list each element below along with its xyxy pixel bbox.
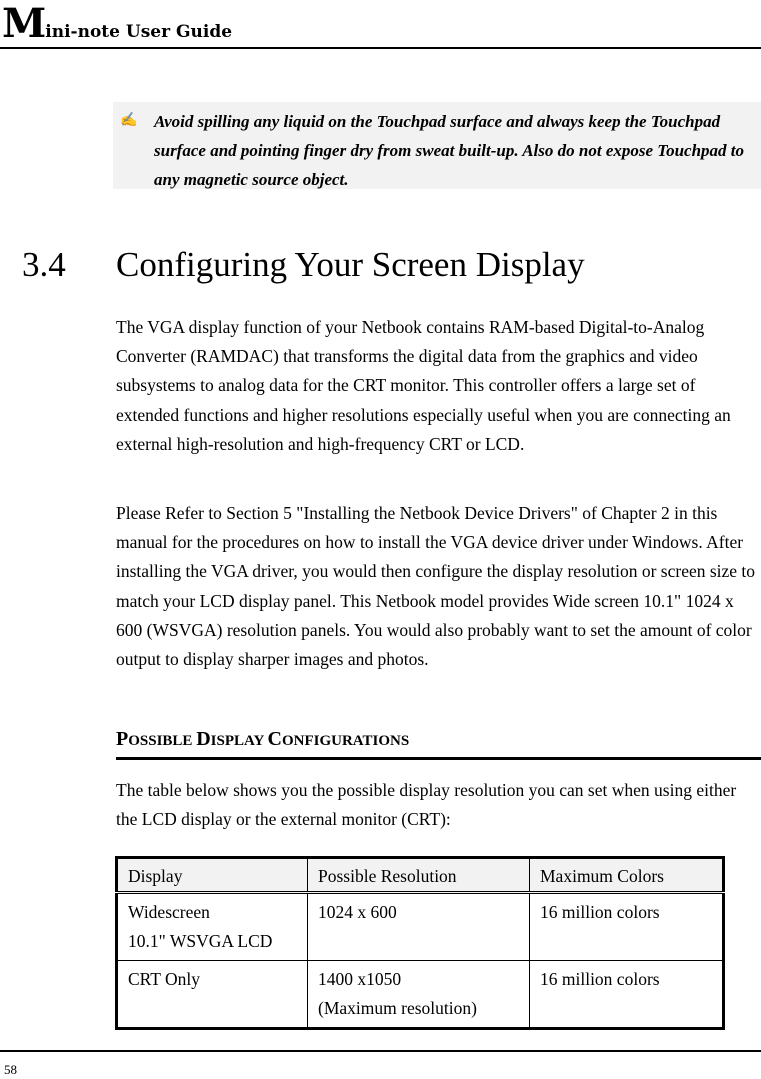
section-number: 3.4 [22,245,66,284]
subheading: POSSIBLE DISPLAY CONFIGURATIONS [116,728,410,750]
header-title-rest: ini-note User Guide [45,22,233,42]
subheading-rule [116,757,761,760]
cell-line: CRT Only [128,969,201,989]
resolution-table [115,856,725,1030]
cell-resolution [308,893,530,961]
paragraph-vga-function: The VGA display function of your Netbook contains RAM-based Digital-to-Analog Converter (RAMDAC) that transforms the digital data from the graphics and video subsystems to analog data for the CRT monitor. This controller offers a large set of extended functions and higher resolutions especially useful when you are connecting an external high-resolution and high-frequency CRT or LCD. [116,317,731,454]
cell-colors: 16 million colors [530,961,724,1029]
table-row [117,893,724,961]
cell-resolution [308,961,530,1029]
header-title [2,0,233,47]
cell-line: Widescreen [128,902,210,922]
pencil-icon: ✍ [120,113,138,128]
column-header-resolution: Possible Resolution [308,858,530,893]
cell-colors: 16 million colors [530,893,724,961]
column-header-colors: Maximum Colors [530,858,724,893]
cell-line: 1400 x1050 [318,969,402,989]
cell-line: 10.1" WSVGA LCD [128,931,273,951]
page-header [0,0,761,49]
column-header-display: Display [117,858,308,893]
table-row [117,961,724,1029]
cell-display [117,961,308,1029]
cell-display [117,893,308,961]
table-header-row [117,858,724,893]
header-title-initial: M [2,0,46,47]
cell-line: (Maximum resolution) [318,998,477,1018]
page-number: 58 [4,1062,17,1077]
paragraph-driver-instructions: Please Refer to Section 5 "Installing the Netbook Device Drivers" of Chapter 2 in this manual for the procedures on how to install the VGA device driver under Windows. After installing the VGA driver, you would then configure the display resolution or screen size to match your LCD display panel. This Netbook model provides Wide screen 10.1" 1024 x 600 (WSVGA) resolution panels. You would also probably want to set the amount of color output to display sharper images and photos. [116,503,756,670]
section-title: Configuring Your Screen Display [116,245,585,284]
note-text: Avoid spilling any liquid on the Touchpad surface and always keep the Touchpad surface and pointing finger dry from sweat built-up. Also do not expose Touchpad to any magnetic source object. [154,112,745,189]
footer-rule [0,1050,761,1052]
note-callout [113,102,761,189]
cell-line: 1024 x 600 [318,902,397,922]
table-intro: The table below shows you the possible display resolution you can set when using either the LCD display or the external monitor (CRT): [116,780,737,830]
